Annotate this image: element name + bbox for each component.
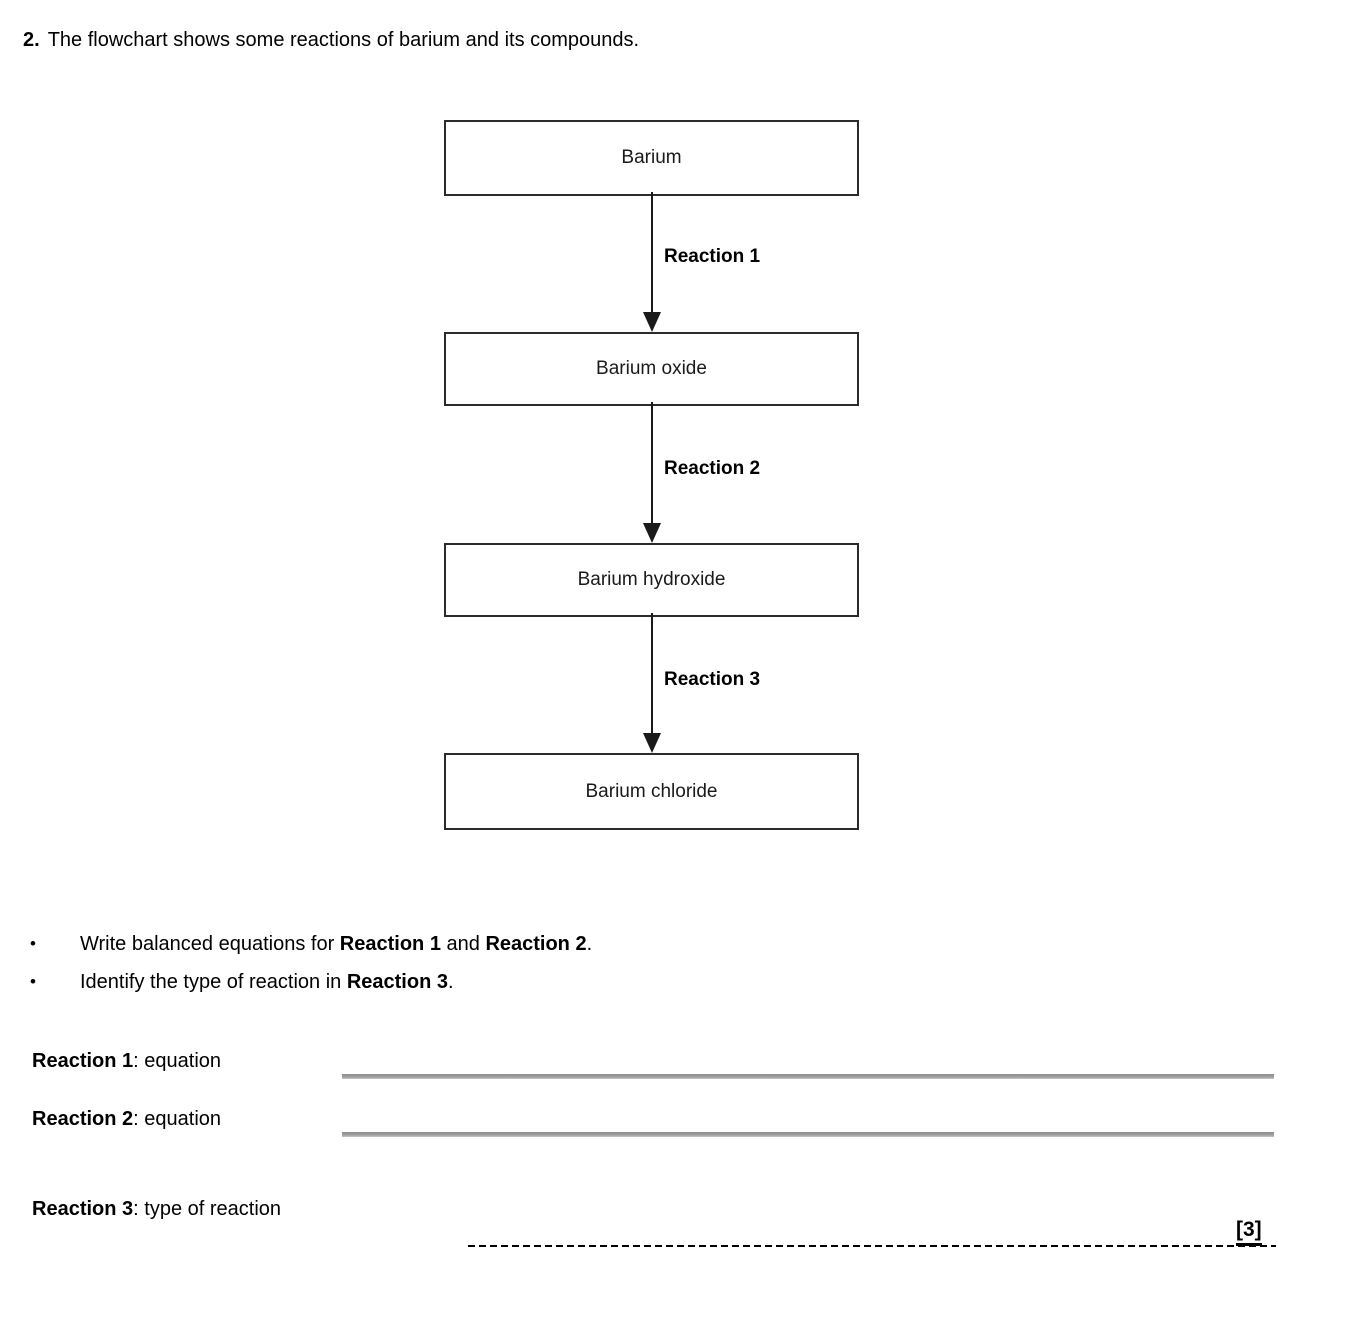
arrowhead-down-icon bbox=[643, 523, 661, 543]
flow-connector-line bbox=[651, 402, 653, 524]
flowchart-box-barium bbox=[444, 120, 859, 196]
arrowhead-down-icon bbox=[643, 733, 661, 753]
question-number: 2. bbox=[23, 29, 40, 51]
flowchart-box-label: Barium oxide bbox=[596, 358, 707, 379]
flowchart-box-label: Barium bbox=[621, 147, 682, 168]
flowchart-box-barium-oxide bbox=[444, 332, 859, 406]
bullet-icon: • bbox=[30, 934, 36, 953]
instruction-text: Identify the type of reaction in Reaction 3. bbox=[80, 971, 454, 993]
question-text: The flowchart shows some reactions of barium and its compounds. bbox=[47, 29, 640, 51]
flowchart-box-barium-chloride bbox=[444, 753, 859, 830]
bullet-icon: • bbox=[30, 972, 36, 991]
flowchart-box-label: Barium chloride bbox=[585, 780, 718, 802]
flowchart-box-label: Barium hydroxide bbox=[577, 569, 726, 590]
reaction-3-answer-line bbox=[468, 1245, 1276, 1247]
question-title bbox=[23, 28, 639, 53]
instruction-bullet-1 bbox=[30, 931, 592, 957]
instruction-bullet-2 bbox=[30, 969, 454, 995]
reaction-2-arrow-label: Reaction 2 bbox=[664, 458, 761, 479]
flow-connector-line bbox=[651, 613, 653, 735]
reaction-1-arrow-label: Reaction 1 bbox=[664, 246, 761, 267]
reaction-2-answer-label: Reaction 2: equation bbox=[32, 1108, 222, 1130]
reaction-3-answer-label: Reaction 3: type of reaction bbox=[32, 1198, 282, 1220]
instruction-text: Write balanced equations for Reaction 1 and Reaction 2. bbox=[80, 933, 593, 955]
arrowhead-down-icon bbox=[643, 312, 661, 332]
flow-connector-line bbox=[651, 192, 653, 314]
reaction-3-arrow-label: Reaction 3 bbox=[664, 669, 761, 690]
reaction-1-answer-label: Reaction 1: equation bbox=[32, 1050, 222, 1072]
reaction-1-answer-line bbox=[342, 1074, 1274, 1079]
marks-badge: [3] bbox=[1236, 1218, 1262, 1246]
flowchart-box-barium-hydroxide bbox=[444, 543, 859, 617]
reaction-2-answer-line bbox=[342, 1132, 1274, 1137]
